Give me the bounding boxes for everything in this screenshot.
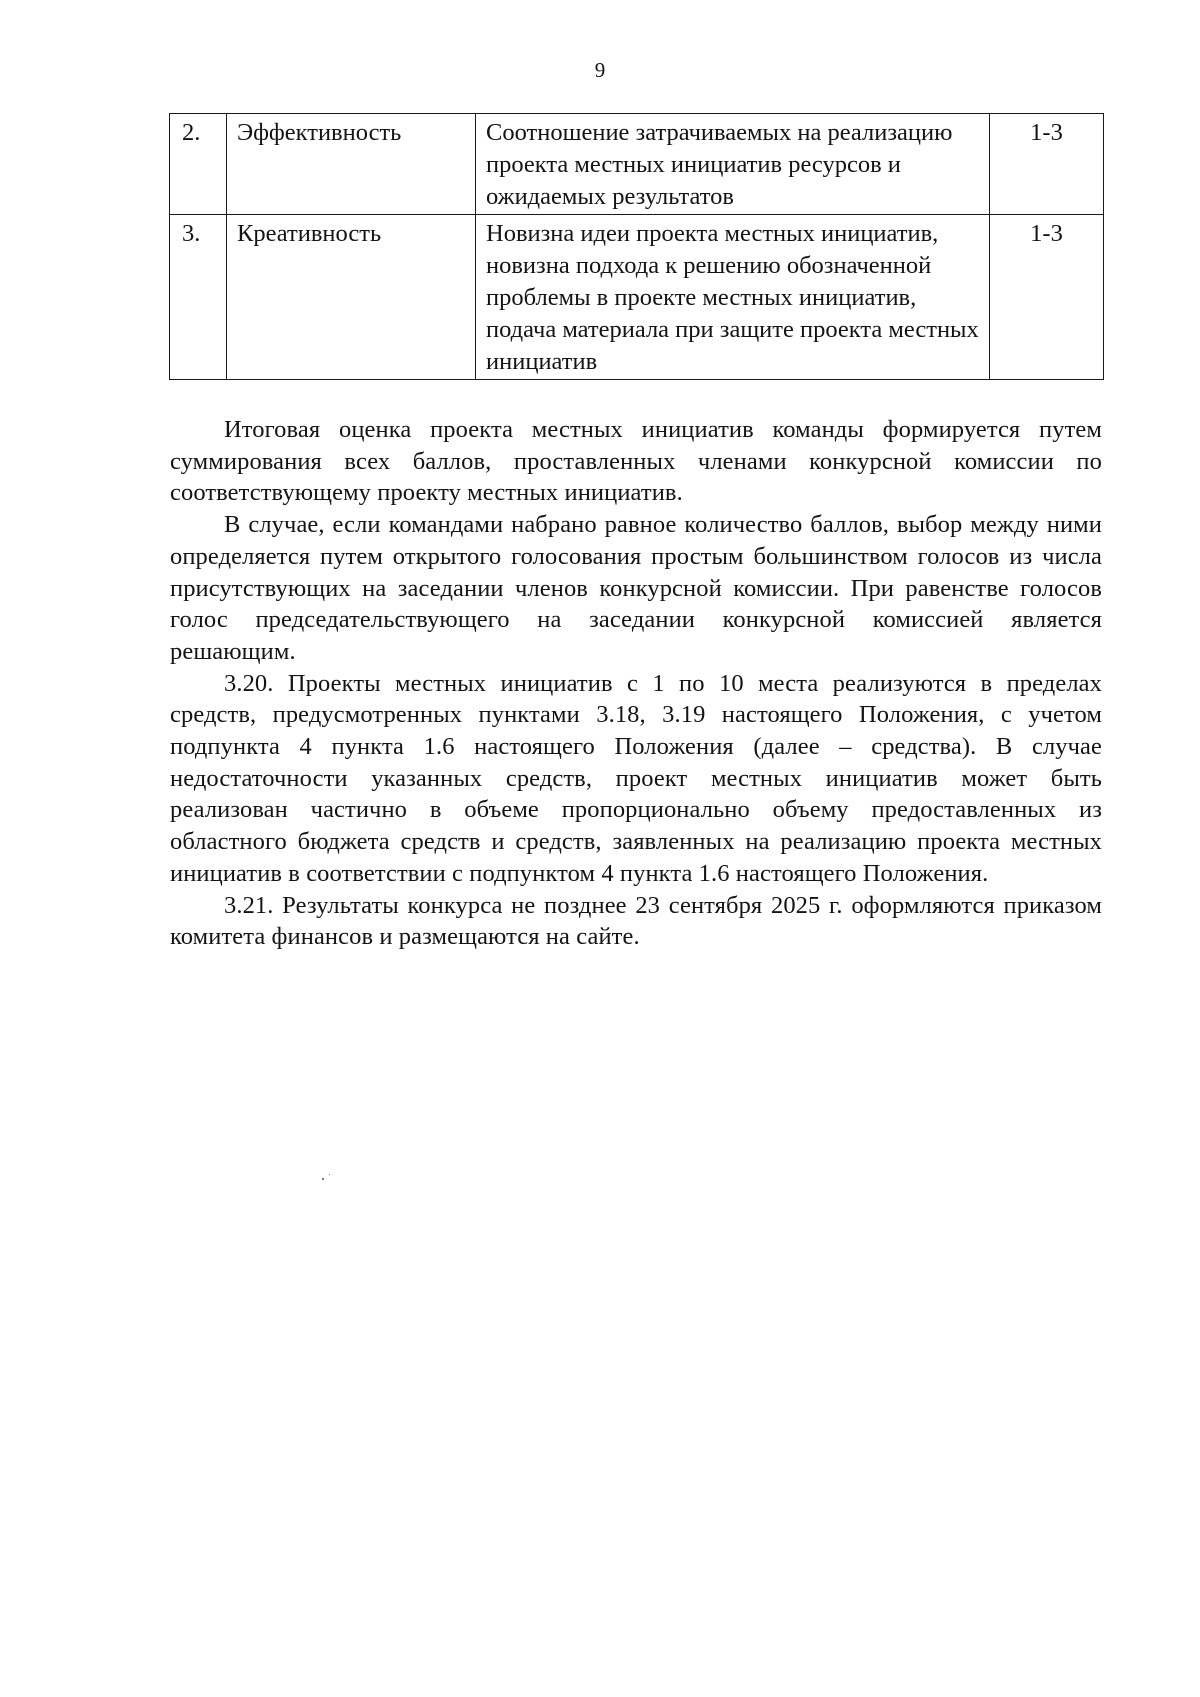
body-text — [170, 414, 1102, 953]
paragraph-tie-vote: В случае, если командами набрано равное количество баллов, выбор между ними определяется путем открытого голосования простым большинством голосов из числа присутствующих на заседании членов конкурсной комиссии. При равенстве голосов голос председательствующего на заседании конкурсной комиссией является решающим. — [170, 511, 1102, 665]
page-number: 9 — [594, 58, 606, 82]
criterion-score: 1-3 — [990, 114, 1104, 215]
row-number: 3. — [170, 215, 227, 380]
paragraph-final-score: Итоговая оценка проекта местных инициатив команды формируется путем суммирования всех баллов, проставленных членами конкурсной комиссии по соответствующему проекту местных инициатив. — [170, 416, 1102, 507]
criteria-table — [169, 113, 1104, 380]
criterion-score: 1-3 — [990, 215, 1104, 380]
table-row — [170, 215, 1104, 380]
row-number: 2. — [170, 114, 227, 215]
scan-speck — [322, 1178, 324, 1180]
table-row — [170, 114, 1104, 215]
paragraph-3-21: 3.21. Результаты конкурса не позднее 23 сентября 2025 г. оформляются приказом комитета финансов и размещаются на сайте. — [170, 891, 1102, 951]
criterion-name: Креативность — [227, 215, 476, 380]
criterion-name: Эффективность — [227, 114, 476, 215]
criterion-description: Новизна идеи проекта местных инициатив, новизна подхода к решению обозначенной проблемы в проекте местных инициатив, подача материала при защите проекта местных инициатив — [476, 215, 990, 380]
scan-speck — [329, 1174, 330, 1175]
paragraph-3-20: 3.20. Проекты местных инициатив с 1 по 10 места реализуются в пределах средств, предусмотренных пунктами 3.18, 3.19 настоящего Положения, с учетом подпункта 4 пункта 1.6 настоящего Положения (далее – средства). В случае недостаточности указанных средств, проект местных инициатив может быть реализован частично в объеме пропорционально объему предоставленных из областного бюджета средств и средств, заявленных на реализацию проекта местных инициатив в соответствии с подпунктом 4 пункта 1.6 настоящего Положения. — [170, 669, 1102, 887]
criterion-description: Соотношение затрачиваемых на реализацию проекта местных инициатив ресурсов и ожидаемых результатов — [476, 114, 990, 215]
